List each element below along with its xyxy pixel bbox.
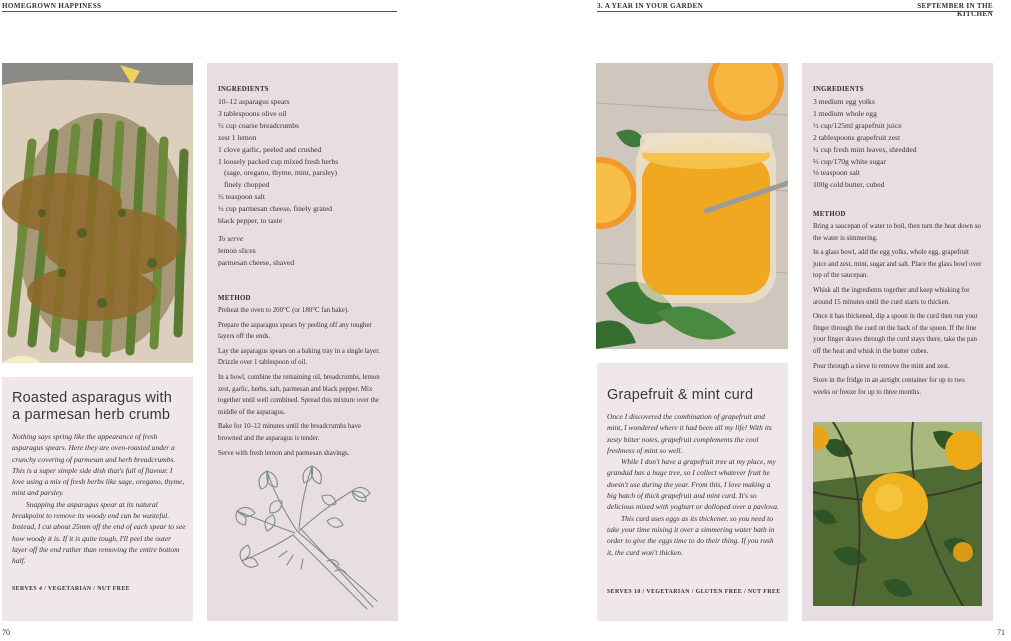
ingredient-item: ¼ cup fresh mint leaves, shredded <box>813 144 917 154</box>
running-head: HOMEGROWN HAPPINESS <box>2 2 102 10</box>
method-steps <box>813 221 983 401</box>
ingredient-item: ½ cup/125ml grapefruit juice <box>813 120 902 130</box>
recipe-intro-card <box>2 377 193 621</box>
method-heading: METHOD <box>813 211 846 218</box>
intro-paragraph: While I don't have a grapefruit tree at my place, my grandad has a huge tree, so I collect whatever fruit he doesn't use during the year. From this, I love making a big batch of thick grapefruit and mint curd. It's so delicious mixed with yoghurt or dolloped over a pavlova. <box>607 457 779 512</box>
method-step: Pour through a sieve to remove the mint and zest. <box>813 362 950 370</box>
header-rule <box>2 11 397 12</box>
intro-paragraph: Once I discovered the combination of grapefruit and mint, I wondered where it had been all my life! With its zesty bitter notes, grapefruit complements the cool freshness of mint so well. <box>607 412 772 455</box>
method-step: In a glass bowl, add the egg yolks, whole egg, grapefruit juice and zest, mint, sugar and salt. Place the glass bowl over top of the saucepan. <box>813 249 982 280</box>
serves-info: SERVES 10 / VEGETARIAN / GLUTEN FREE / NUT FREE <box>607 589 781 595</box>
to-serve-item: lemon slices <box>218 245 256 255</box>
ingredient-item: 1 medium whole egg <box>813 108 877 118</box>
ingredient-item: ⅔ cup/170g white sugar <box>813 156 886 166</box>
ingredient-item: ½ cup parmesan cheese, finely grated <box>218 204 333 214</box>
method-step: Store in the fridge in an airtight container for up to two weeks or freeze for up to three months. <box>813 377 965 396</box>
ingredient-item: black pepper, to taste <box>218 216 283 226</box>
ingredients-list <box>813 96 917 191</box>
intro-paragraph: Snapping the asparagus spear at its natural breakpoint to remove its woody end can be wasteful. Instead, I cut about 25mm off the end of each spear to see how woody it is. If it is quite tough, I'll peel the outer layer off the end rather than removing the entire bottom half. <box>12 499 186 566</box>
ingredient-item: ½ teaspoon salt <box>218 192 266 202</box>
method-steps <box>218 305 386 462</box>
grapefruit-tree-photo <box>813 422 982 606</box>
recipe-title: Roasted asparagus with a parmesan herb crumb <box>12 390 172 423</box>
method-step: Preheat the oven to 200°C (or 180°C fan bake). <box>218 307 349 314</box>
method-step: Serve with fresh lemon and parmesan shavings. <box>218 449 350 457</box>
method-step: Lay the asparagus spears on a baking tray in a single layer. Drizzle over 1 tablespoon of oil. <box>218 347 380 367</box>
serves-info: SERVES 4 / VEGETARIAN / NUT FREE <box>12 586 130 592</box>
method-step: Prepare the asparagus spears by peeling off any tougher layers off the ends. <box>218 321 372 341</box>
ingredients-method-panel <box>802 63 993 621</box>
ingredient-item: zest 1 lemon <box>218 132 257 142</box>
ingredient-item: ⅛ teaspoon salt <box>813 168 861 178</box>
recipe-intro <box>607 411 781 558</box>
page-number: 70 <box>2 628 10 637</box>
ingredient-item: 2 tablespoons grapefruit zest <box>813 132 901 142</box>
ingredient-item: 3 tablespoons olive oil <box>218 108 287 118</box>
ingredient-item: 10–12 asparagus spears <box>218 97 290 106</box>
method-step: Whisk all the ingredients together and keep whisking for around 15 minutes until the curd starts to thicken. <box>813 286 970 306</box>
method-step: In a bowl, combine the remaining oil, breadcrumbs, lemon zest, garlic, herbs, salt, parmesan and black pepper. Mix together until well combined. Spread this mixture over the middle of the asparagus. <box>218 373 380 416</box>
recipe-intro-card <box>597 363 788 621</box>
page-number: 71 <box>997 628 1005 637</box>
method-step: Once it has thickened, dip a spoon in the curd then run your finger through the curd on the back of the spoon. If the line your finger draws through the curd stays there, take the pan off the heat and whisk in the butter cubes. <box>813 313 978 355</box>
running-head-section: SEPTEMBER IN THE KITCHEN <box>917 2 993 18</box>
ingredients-list <box>218 96 338 269</box>
ingredient-item: 1 clove garlic, peeled and crushed <box>218 144 322 154</box>
herb-bunch-illustration <box>227 461 382 611</box>
curd-jar-photo <box>596 63 788 349</box>
ingredient-item: finely chopped <box>224 180 270 190</box>
ingredients-heading: INGREDIENTS <box>813 86 864 93</box>
recipe-intro <box>12 431 186 567</box>
ingredient-item: 3 medium egg yolks <box>813 97 875 106</box>
method-step: Bring a saucepan of water to boil, then turn the heat down so the water is simmering. <box>813 223 981 242</box>
method-step: Bake for 10–12 minutes until the breadcrumbs have browned and the asparagus is tender. <box>218 423 361 442</box>
to-serve-heading: To serve <box>218 233 244 243</box>
ingredient-item: 100g cold butter, cubed <box>813 180 885 190</box>
intro-paragraph: Nothing says spring like the appearance of fresh asparagus spears. Here they are oven-roasted under a crunchy covering of parmesan and herb breadcrumbs. This is a super simple side dish that's full of flavour. I love using a mix of fresh herbs like sage, oregano, thyme, mint and parsley. <box>12 432 185 498</box>
running-head-chapter: 3. A YEAR IN YOUR GARDEN <box>597 2 704 10</box>
method-heading: METHOD <box>218 295 251 302</box>
recipe-title: Grapefruit & mint curd <box>607 387 754 403</box>
ingredient-item: ½ cup coarse breadcrumbs <box>218 120 299 130</box>
asparagus-photo <box>2 63 193 363</box>
to-serve-item: parmesan cheese, shaved <box>218 257 295 267</box>
ingredients-method-panel <box>207 63 398 621</box>
ingredient-item: 1 loosely packed cup mixed fresh herbs <box>218 156 339 166</box>
intro-paragraph: This curd uses eggs as its thickener, so you need to take your time mixing it over a simmering water bath in order to give the eggs time to do their thing. If you rush it, the curd won't thicken. <box>607 513 775 557</box>
ingredients-heading: INGREDIENTS <box>218 86 269 93</box>
header-rule <box>597 11 993 12</box>
ingredient-item: (sage, oregano, thyme, mint, parsley) <box>224 168 338 178</box>
